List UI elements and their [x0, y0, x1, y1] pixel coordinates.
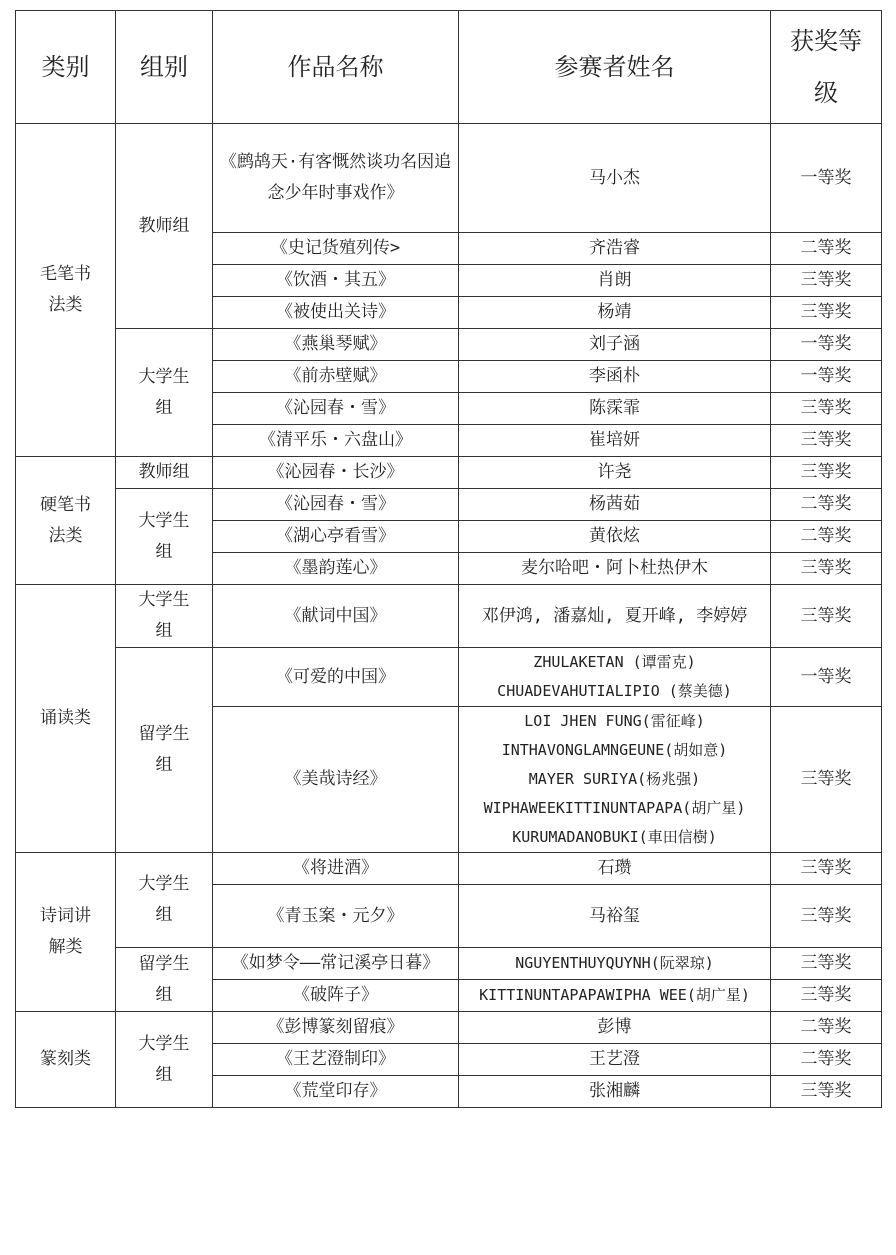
participant-cell: 齐浩睿 [459, 233, 771, 265]
participant-cell: 麦尔哈吧・阿卜杜热伊木 [459, 553, 771, 585]
award-cell: 三等奖 [771, 1076, 882, 1108]
work-cell: 《将进酒》 [213, 853, 459, 885]
work-cell: 《饮酒・其五》 [213, 265, 459, 297]
table-row [16, 948, 882, 980]
participant-cell [459, 648, 771, 707]
participant-cell: 黄依炫 [459, 521, 771, 553]
work-cell: 《彭博篆刻留痕》 [213, 1012, 459, 1044]
participant-cell: 石瓒 [459, 853, 771, 885]
header-category: 类别 [16, 11, 116, 124]
work-cell: 《墨韵莲心》 [213, 553, 459, 585]
work-cell: 《献词中国》 [213, 585, 459, 648]
table-row [16, 329, 882, 361]
award-cell: 三等奖 [771, 393, 882, 425]
work-cell: 《如梦令——常记溪亭日暮》 [213, 948, 459, 980]
participant-cell: 王艺澄 [459, 1044, 771, 1076]
award-cell: 二等奖 [771, 1012, 882, 1044]
group-cell: 大学生组 [116, 1012, 213, 1108]
header-participant: 参赛者姓名 [459, 11, 771, 124]
award-cell: 一等奖 [771, 361, 882, 393]
table-row [16, 124, 882, 233]
group-cell: 教师组 [116, 124, 213, 329]
work-cell: 《湖心亭看雪》 [213, 521, 459, 553]
category-cell: 篆刻类 [16, 1012, 116, 1108]
work-cell: 《美哉诗经》 [213, 707, 459, 853]
group-cell: 留学生组 [116, 948, 213, 1012]
participant-cell: KITTINUNTAPAPAWIPHA WEE(胡广星) [459, 980, 771, 1012]
participant-cell: 马裕玺 [459, 885, 771, 948]
work-cell: 《青玉案・元夕》 [213, 885, 459, 948]
group-cell: 大学生组 [116, 585, 213, 648]
table-row [16, 585, 882, 648]
category-cell: 诗词讲解类 [16, 853, 116, 1012]
participant-line: KURUMADANOBUKI(車田信樹) [512, 828, 717, 846]
participant-cell: 马小杰 [459, 124, 771, 233]
award-cell: 三等奖 [771, 457, 882, 489]
work-cell: 《鹧鸪天·有客慨然谈功名因追念少年时事戏作》 [213, 124, 459, 233]
award-cell: 一等奖 [771, 124, 882, 233]
work-cell: 《沁园春・雪》 [213, 489, 459, 521]
participant-line: ZHULAKETAN (谭雷克) [533, 653, 696, 671]
awards-table [15, 10, 882, 1108]
group-cell: 大学生组 [116, 489, 213, 585]
header-group: 组别 [116, 11, 213, 124]
award-cell: 二等奖 [771, 521, 882, 553]
award-cell: 三等奖 [771, 553, 882, 585]
table-row [16, 457, 882, 489]
work-cell: 《清平乐・六盘山》 [213, 425, 459, 457]
award-cell: 三等奖 [771, 297, 882, 329]
award-cell: 三等奖 [771, 425, 882, 457]
table-row [16, 853, 882, 885]
award-cell: 三等奖 [771, 980, 882, 1012]
participant-cell: 李函朴 [459, 361, 771, 393]
participant-line: INTHAVONGLAMNGEUNE(胡如意) [501, 741, 728, 759]
participant-cell: 崔培妍 [459, 425, 771, 457]
participant-line: LOI JHEN FUNG(雷征峰) [524, 712, 705, 730]
participant-line: MAYER SURIYA(杨兆强) [528, 770, 701, 788]
category-cell: 毛笔书法类 [16, 124, 116, 457]
header-work: 作品名称 [213, 11, 459, 124]
participant-cell [459, 707, 771, 853]
participant-cell: 陈霂霏 [459, 393, 771, 425]
work-cell: 《燕巢琴赋》 [213, 329, 459, 361]
participant-cell: 肖朗 [459, 265, 771, 297]
category-cell: 硬笔书法类 [16, 457, 116, 585]
header-row [16, 11, 882, 124]
award-cell: 三等奖 [771, 265, 882, 297]
work-cell: 《可爱的中国》 [213, 648, 459, 707]
work-cell: 《被使出关诗》 [213, 297, 459, 329]
header-award: 获奖等级 [771, 11, 882, 124]
work-cell: 《王艺澄制印》 [213, 1044, 459, 1076]
participant-cell: 邓伊鸿, 潘嘉灿, 夏开峰, 李婷婷 [459, 585, 771, 648]
award-cell: 一等奖 [771, 329, 882, 361]
work-cell: 《沁园春・雪》 [213, 393, 459, 425]
participant-cell: 杨茜茹 [459, 489, 771, 521]
participant-line: WIPHAWEEKITTINUNTAPAPA(胡广星) [483, 799, 746, 817]
participant-cell: 刘子涵 [459, 329, 771, 361]
participant-line: CHUADEVAHUTIALIPIO (蔡美德) [497, 682, 732, 700]
group-cell: 大学生组 [116, 329, 213, 457]
category-cell: 诵读类 [16, 585, 116, 853]
group-cell: 大学生组 [116, 853, 213, 948]
award-cell: 一等奖 [771, 648, 882, 707]
group-cell: 教师组 [116, 457, 213, 489]
table-row [16, 1012, 882, 1044]
award-cell: 三等奖 [771, 948, 882, 980]
table-row [16, 489, 882, 521]
award-cell: 三等奖 [771, 853, 882, 885]
award-cell: 二等奖 [771, 1044, 882, 1076]
participant-cell: NGUYENTHUYQUYNH(阮翠琼) [459, 948, 771, 980]
table-row [16, 648, 882, 707]
award-cell: 三等奖 [771, 707, 882, 853]
work-cell: 《荒堂印存》 [213, 1076, 459, 1108]
award-cell: 二等奖 [771, 489, 882, 521]
work-cell: 《前赤壁赋》 [213, 361, 459, 393]
work-cell: 《破阵子》 [213, 980, 459, 1012]
award-cell: 二等奖 [771, 233, 882, 265]
work-cell: 《史记货殖列传> [213, 233, 459, 265]
award-cell: 三等奖 [771, 585, 882, 648]
participant-cell: 许尧 [459, 457, 771, 489]
group-cell: 留学生组 [116, 648, 213, 853]
work-cell: 《沁园春・长沙》 [213, 457, 459, 489]
award-cell: 三等奖 [771, 885, 882, 948]
participant-cell: 杨靖 [459, 297, 771, 329]
participant-cell: 彭博 [459, 1012, 771, 1044]
participant-cell: 张湘麟 [459, 1076, 771, 1108]
